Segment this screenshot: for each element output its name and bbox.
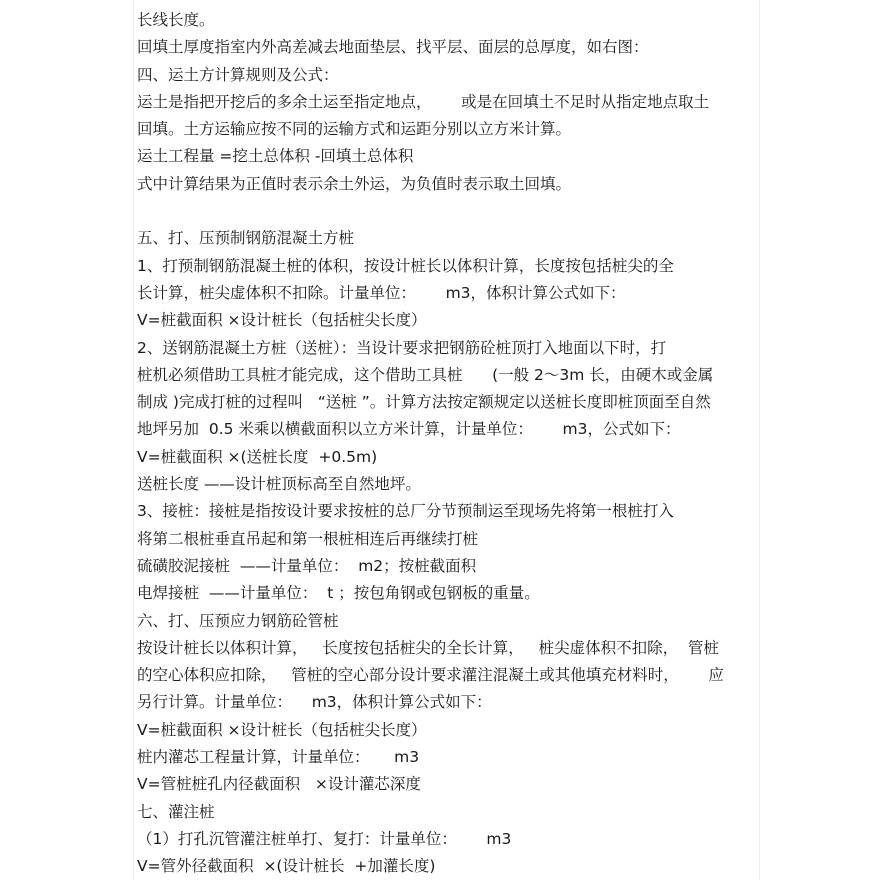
text-line: 将第二根桩垂直吊起和第一根桩相连后再继续打桩	[137, 529, 479, 548]
formula-line: V=桩截面积 ×设计桩长（包括桩尖长度）	[137, 720, 427, 739]
section-heading: 四、运土方计算规则及公式：	[137, 65, 339, 84]
section-heading: 七、灌注桩	[137, 802, 215, 821]
text-line: 送桩长度 ——设计桩顶标高至自然地坪。	[137, 475, 421, 494]
section-heading: 五、打、压预制钢筋混凝土方桩	[137, 229, 355, 248]
text-line: 长线长度。	[137, 11, 215, 29]
text-line: 3、接桩：接桩是指按设计要求按桩的总厂分节预制运至现场先将第一根桩打入	[137, 502, 674, 521]
text-line: 2、送钢筋混凝土方桩（送桩）：当设计要求把钢筋砼桩顶打入地面以下时，打	[137, 338, 667, 357]
text-line: 桩内灌芯工程量计算，计量单位： m3	[137, 748, 420, 767]
text-line: 硫磺胶泥接桩 ——计量单位： m2；按桩截面积	[137, 556, 477, 575]
text-line: 桩机必须借助工具桩才能完成，这个借助工具桩 (一般 2～3m 长，由硬木或金属	[137, 365, 714, 384]
text-line: 的空心体积应扣除， 管桩的空心部分设计要求灌注混凝土或其他填充材料时， 应	[137, 666, 724, 685]
text-line: （1）打孔沉管灌注桩单打、复打：计量单位： m3	[137, 829, 512, 848]
text-line: 电焊接桩 ——计量单位： t ；按包角钢或包钢板的重量。	[137, 584, 540, 603]
text-line: 制成 )完成打桩的过程叫 “送桩 ”。计算方法按定额规定以送桩长度即桩顶面至自然	[137, 393, 711, 412]
document-body	[137, 7, 762, 881]
blank-line	[137, 198, 762, 225]
left-margin-guide	[133, 0, 134, 880]
text-line: 地坪另加 0.5 米乘以横截面积以立方米计算，计量单位： m3，公式如下：	[137, 420, 681, 439]
formula-line: 运土工程量 =挖土总体积 -回填土总体积	[137, 147, 414, 166]
text-line: 另行计算。计量单位： m3，体积计算公式如下：	[137, 693, 492, 712]
section-heading: 六、打、压预应力钢筋砼管桩	[137, 611, 339, 630]
formula-line: V=桩截面积 ×设计桩长（包括桩尖长度）	[137, 311, 427, 330]
formula-line: V=管外径截面积 ×(设计桩长 +加灌长度)	[137, 857, 436, 876]
text-line: 按设计桩长以体积计算， 长度按包括桩尖的全长计算， 桩尖虚体积不扣除， 管桩	[137, 638, 719, 657]
text-line: 回填土厚度指室内外高差减去地面垫层、找平层、面层的总厚度，如右图：	[137, 38, 649, 57]
text-line: 式中计算结果为正值时表示余土外运，为负值时表示取土回填。	[137, 174, 572, 193]
text-line: 回填。土方运输应按不同的运输方式和运距分别以立方米计算。	[137, 120, 572, 139]
formula-line: V=管桩桩孔内径截面积 ×设计灌芯深度	[137, 775, 421, 794]
formula-line: V=桩截面积 ×(送桩长度 +0.5m)	[137, 447, 378, 466]
text-line: 长计算，桩尖虚体积不扣除。计量单位： m3，体积计算公式如下：	[137, 283, 626, 302]
text-line: 1、打预制钢筋混凝土桩的体积，按设计桩长以体积计算，长度按包括桩尖的全	[137, 256, 674, 275]
text-line: 运土是指把开挖后的多余土运至指定地点， 或是在回填土不足时从指定地点取土	[137, 92, 710, 111]
